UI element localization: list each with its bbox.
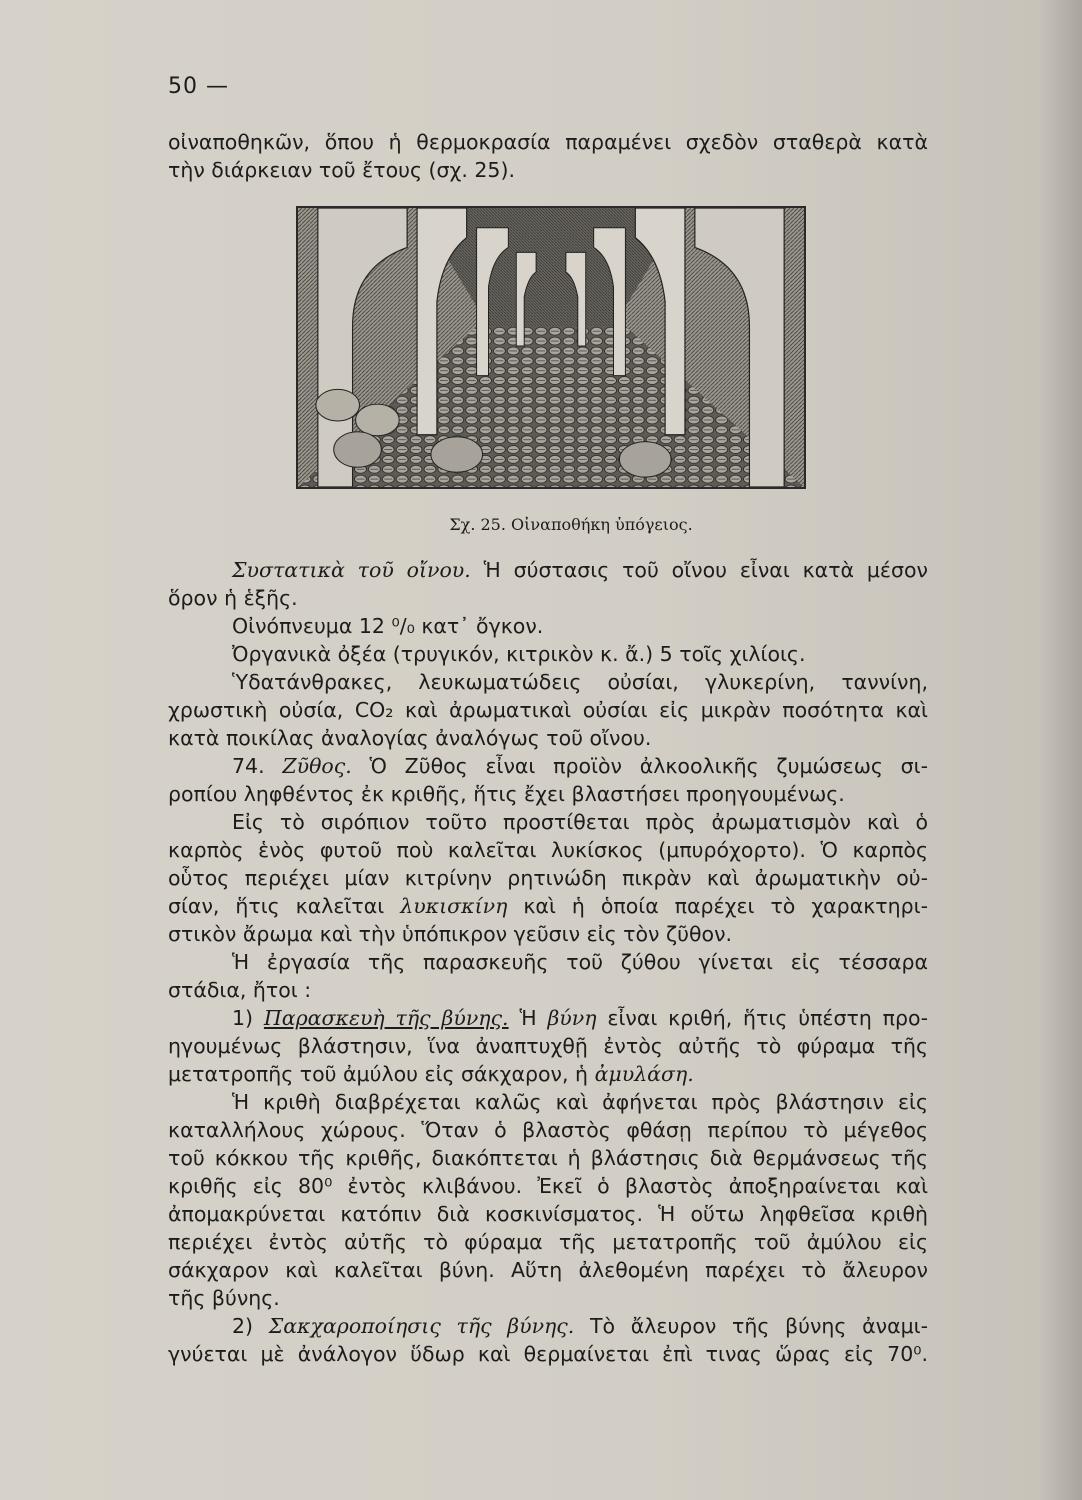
cellar-illustration — [296, 206, 806, 489]
text-fragment: σίαν, ἥτις καλεῖται — [168, 894, 385, 918]
text-line: οἰναποθηκῶν, ὅπου ἡ θερμοκρασία παραμένει σχεδὸν σταθερὰ κατὰ — [168, 130, 928, 154]
text-fragment: μετατροπῆς τοῦ ἀμύλου εἰς σάκχαρον, ἡ — [168, 1062, 589, 1086]
text-line: σάκχαρον καὶ καλεῖται βύνη. Αὕτη ἀλεθομένη παρέχει τὸ ἄλευρον — [168, 1258, 928, 1282]
text-line: περιέχει ἐντὸς αὐτῆς τὸ φύραμα τῆς μετατροπῆς τοῦ ἀμύλου εἰς — [168, 1230, 928, 1254]
text-fragment: Τὸ ἄλευρον τῆς βύνης ἀναμι- — [589, 1314, 928, 1338]
step1-heading: Παρασκευὴ τῆς βύνης. — [263, 1006, 509, 1030]
text-line: Ὑδατάνθρακες, λευκωματώδεις οὐσίαι, γλυκερίνη, ταννίνη, — [232, 670, 928, 694]
step-number: 1) — [232, 1006, 254, 1030]
text-line: Ὀργανικὰ ὀξέα (τρυγικόν, κιτρικὸν κ. ἄ.) 5 τοῖς χιλίοις. — [232, 642, 806, 666]
text-fragment: εἶναι κριθή, ἥτις ὑπέστη προ- — [607, 1006, 928, 1030]
text-line — [168, 752, 928, 780]
cellar-engraving — [298, 208, 804, 487]
text-line: ἀπομακρύνεται κατόπιν διὰ κοσκινίσματος. Ἡ οὕτω ληφθεῖσα κριθὴ — [168, 1202, 928, 1226]
wine-section — [168, 556, 928, 1368]
term-vyni: βύνη — [547, 1006, 597, 1030]
beer-heading: Ζῦθος. — [282, 754, 352, 778]
text-line: οὗτος περιέχει μίαν κιτρίνην ρητινώδη πικρὰν καὶ ἀρωματικὴν οὐ- — [168, 866, 928, 890]
text-line — [168, 1004, 928, 1032]
text-line: κατὰ ποικίλας ἀναλογίας ἀναλόγως τοῦ οἴνου. — [168, 726, 652, 750]
step-number: 2) — [232, 1314, 254, 1338]
text-line: Ἡ ἐργασία τῆς παρασκευῆς τοῦ ζύθου γίνεται εἰς τέσσαρα — [232, 950, 928, 974]
text-line: στικὸν ἄρωμα καὶ τὴν ὑπόπικρον γεῦσιν εἰς τὸν ζῦθον. — [168, 922, 733, 946]
text-line: καρπὸς ἑνὸς φυτοῦ ποὺ καλεῖται λυκίσκος (μπυρόχορτο). Ὁ καρπὸς — [168, 838, 928, 862]
text-line: στάδια, ἤτοι : — [168, 978, 312, 1002]
text-line: χρωστικὴ οὐσία, CO₂ καὶ ἀρωματικαὶ οὐσίαι εἰς μικρὰν ποσότητα καὶ — [168, 698, 928, 722]
text-line: ηγουμένως βλάστησιν, ἵνα ἀναπτυχθῇ ἐντὸς αὐτῆς τὸ φύραμα τῆς — [168, 1034, 928, 1058]
section-number: 74. — [232, 754, 265, 778]
figure-caption: Σχ. 25. Οἰναποθήκη ὑπόγειος. — [449, 515, 693, 534]
text-line: τὴν διάρκειαν τοῦ ἔτους (σχ. 25). — [168, 158, 515, 182]
term-lykiskini: λυκισκίνη — [400, 894, 508, 918]
text-line: Ἡ κριθὴ διαβρέχεται καλῶς καὶ ἀφήνεται πρὸς βλάστησιν εἰς — [232, 1090, 928, 1114]
text-line: ροπίου ληφθέντος ἐκ κριθῆς, ἥτις ἔχει βλαστήσει προηγουμένως. — [168, 782, 845, 806]
text-line: τοῦ κόκκου τῆς κριθῆς, διακόπτεται ἡ βλάστησις διὰ θερμάνσεως τῆς — [168, 1146, 928, 1170]
text-line — [168, 556, 928, 584]
text-line — [168, 1060, 928, 1088]
term-amylasi: ἀμυλάση. — [594, 1062, 694, 1086]
wine-heading: Συστατικὰ τοῦ οἴνου. — [232, 558, 471, 582]
wine-line-rest: Ἡ σύστασις τοῦ οἴνου εἶναι κατὰ μέσον — [483, 558, 928, 582]
text-line: Εἰς τὸ σιρόπιον τοῦτο προστίθεται πρὸς ἀρωματισμὸν καὶ ὁ — [232, 810, 928, 834]
text-line — [168, 1312, 928, 1340]
step2-heading: Σακχαροποίησις τῆς βύνης. — [268, 1314, 575, 1338]
text-line — [168, 892, 928, 920]
text-line: καταλλήλους χώρους. Ὅταν ὁ βλαστὸς φθάσῃ περίπου τὸ μέγεθος — [168, 1118, 928, 1142]
text-line: γνύεται μὲ ἀνάλογον ὕδωρ καὶ θερμαίνεται ἐπὶ τινας ὥρας εἰς 70⁰. — [168, 1342, 928, 1366]
text-line: ὅρον ἡ ἑξῆς. — [168, 586, 298, 610]
text-line: τῆς βύνης. — [168, 1286, 280, 1310]
text-line: κριθῆς εἰς 80⁰ ἐντὸς κλιβάνου. Ἐκεῖ ὁ βλαστὸς ἀποξηραίνεται καὶ — [168, 1174, 928, 1198]
intro-paragraph — [168, 128, 928, 184]
page-number: 50 — — [168, 74, 229, 99]
text-line: Οἰνόπνευμα 12 ⁰/₀ κατ᾽ ὄγκον. — [232, 614, 544, 638]
beer-line-rest: Ὁ Ζῦθος εἶναι προϊὸν ἀλκοολικῆς ζυμώσεως σι- — [369, 754, 928, 778]
text-fragment: καὶ ἡ ὁποία παρέχει τὸ χαρακτηρι- — [523, 894, 928, 918]
text-fragment: Ἡ — [519, 1006, 537, 1030]
